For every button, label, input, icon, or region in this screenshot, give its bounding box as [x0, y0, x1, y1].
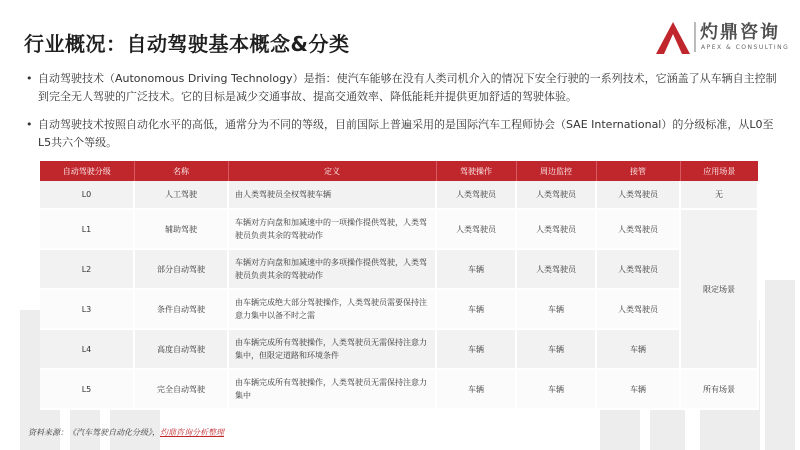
- cell-level: L4: [40, 329, 134, 369]
- bullet-definition: [26, 70, 778, 106]
- cell-monitoring: 人类驾驶员: [516, 249, 596, 289]
- bullet-text: 自动驾驶技术按照自动化水平的高低，通常分为不同的等级，目前国际上普遍采用的是国际汽车工程师协会（SAE International）的分级标准，从L0至L5共六个等级。: [38, 118, 774, 149]
- header-name: 名称: [134, 161, 228, 181]
- logo-divider: [694, 22, 696, 52]
- cell-name: 部分自动驾驶: [134, 249, 228, 289]
- cell-operation: 车辆: [436, 369, 516, 409]
- cell-monitoring: 人类驾驶员: [516, 209, 596, 249]
- cell-operation: 人类驾驶员: [436, 181, 516, 209]
- table-row: [40, 181, 758, 209]
- bullet-classification: [26, 116, 778, 152]
- cell-monitoring: 人类驾驶员: [516, 181, 596, 209]
- logo-chinese-name: 灼鼎咨询: [700, 22, 780, 43]
- cell-takeover: 车辆: [596, 369, 680, 409]
- cell-name: 条件自动驾驶: [134, 289, 228, 329]
- table-row: [40, 209, 758, 249]
- bullet-dot-icon: •: [26, 72, 33, 85]
- intro-bullets: [26, 70, 778, 162]
- cell-takeover: 人类驾驶员: [596, 249, 680, 289]
- cell-operation: 车辆: [436, 289, 516, 329]
- table-row: [40, 369, 758, 409]
- cell-takeover: 人类驾驶员: [596, 289, 680, 329]
- company-logo: [656, 18, 790, 58]
- header-monitoring: 周边监控: [516, 161, 596, 181]
- sae-levels-table: [40, 161, 759, 410]
- table-row: [40, 329, 758, 369]
- bullet-dot-icon: •: [26, 118, 33, 131]
- cell-monitoring: 车辆: [516, 369, 596, 409]
- table-row: [40, 289, 758, 329]
- cell-level: L3: [40, 289, 134, 329]
- table-row: [40, 249, 758, 289]
- cell-name: 高度自动驾驶: [134, 329, 228, 369]
- cell-scene: 无: [680, 181, 758, 209]
- cell-operation: 车辆: [436, 249, 516, 289]
- cell-monitoring: 车辆: [516, 329, 596, 369]
- cell-definition: 由车辆完成绝大部分驾驶操作，人类驾驶员需要保持注意力集中以备不时之需: [228, 289, 436, 329]
- cell-definition: 车辆对方向盘和加减速中的一项操作提供驾驶，人类驾驶员负责其余的驾驶动作: [228, 209, 436, 249]
- cell-name: 辅助驾驶: [134, 209, 228, 249]
- logo-english-name: APEX & CONSULTING: [701, 44, 790, 51]
- header-scene: 应用场景: [680, 161, 758, 181]
- cell-level: L5: [40, 369, 134, 409]
- header-level: 自动驾驶分级: [40, 161, 134, 181]
- cell-name: 完全自动驾驶: [134, 369, 228, 409]
- cell-takeover: 车辆: [596, 329, 680, 369]
- source-prefix: 资料来源：《汽车驾驶自动化分级》，: [28, 428, 160, 437]
- header-operation: 驾驶操作: [436, 161, 516, 181]
- cell-scene-merged: 限定场景: [680, 209, 758, 369]
- cell-takeover: 人类驾驶员: [596, 181, 680, 209]
- cell-operation: 车辆: [436, 329, 516, 369]
- cell-definition: 由人类驾驶员全权驾驶车辆: [228, 181, 436, 209]
- bullet-text: 自动驾驶技术（Autonomous Driving Technology）是指：使汽车能够在没有人类司机介入的情况下安全行驶的一系列技术，它涵盖了从车辆自主控制到完全无人驾驶的广泛技术。它的目标是减少交通事故、提高交通效率、降低能耗并提供更加舒适的驾驶体验。: [38, 72, 777, 103]
- cell-level: L1: [40, 209, 134, 249]
- cell-level: L2: [40, 249, 134, 289]
- cell-definition: 由车辆完成所有驾驶操作，人类驾驶员无需保持注意力集中: [228, 369, 436, 409]
- page-title: 行业概况：自动驾驶基本概念&分类: [24, 32, 350, 56]
- header-definition: 定义: [228, 161, 436, 181]
- cell-definition: 由车辆完成所有驾驶操作，人类驾驶员无需保持注意力集中，但限定道路和环境条件: [228, 329, 436, 369]
- logo-triangle-icon: [656, 22, 690, 54]
- source-note: [28, 427, 224, 438]
- cell-monitoring: 车辆: [516, 289, 596, 329]
- cell-name: 人工驾驶: [134, 181, 228, 209]
- cell-scene: 所有场景: [680, 369, 758, 409]
- cell-level: L0: [40, 181, 134, 209]
- cell-operation: 人类驾驶员: [436, 209, 516, 249]
- table-header-row: [40, 161, 758, 181]
- cell-takeover: 人类驾驶员: [596, 209, 680, 249]
- source-highlight: 灼鼎咨询分析整理: [160, 428, 224, 437]
- cell-definition: 车辆对方向盘和加减速中的多项操作提供驾驶，人类驾驶员负责其余的驾驶动作: [228, 249, 436, 289]
- header-takeover: 接管: [596, 161, 680, 181]
